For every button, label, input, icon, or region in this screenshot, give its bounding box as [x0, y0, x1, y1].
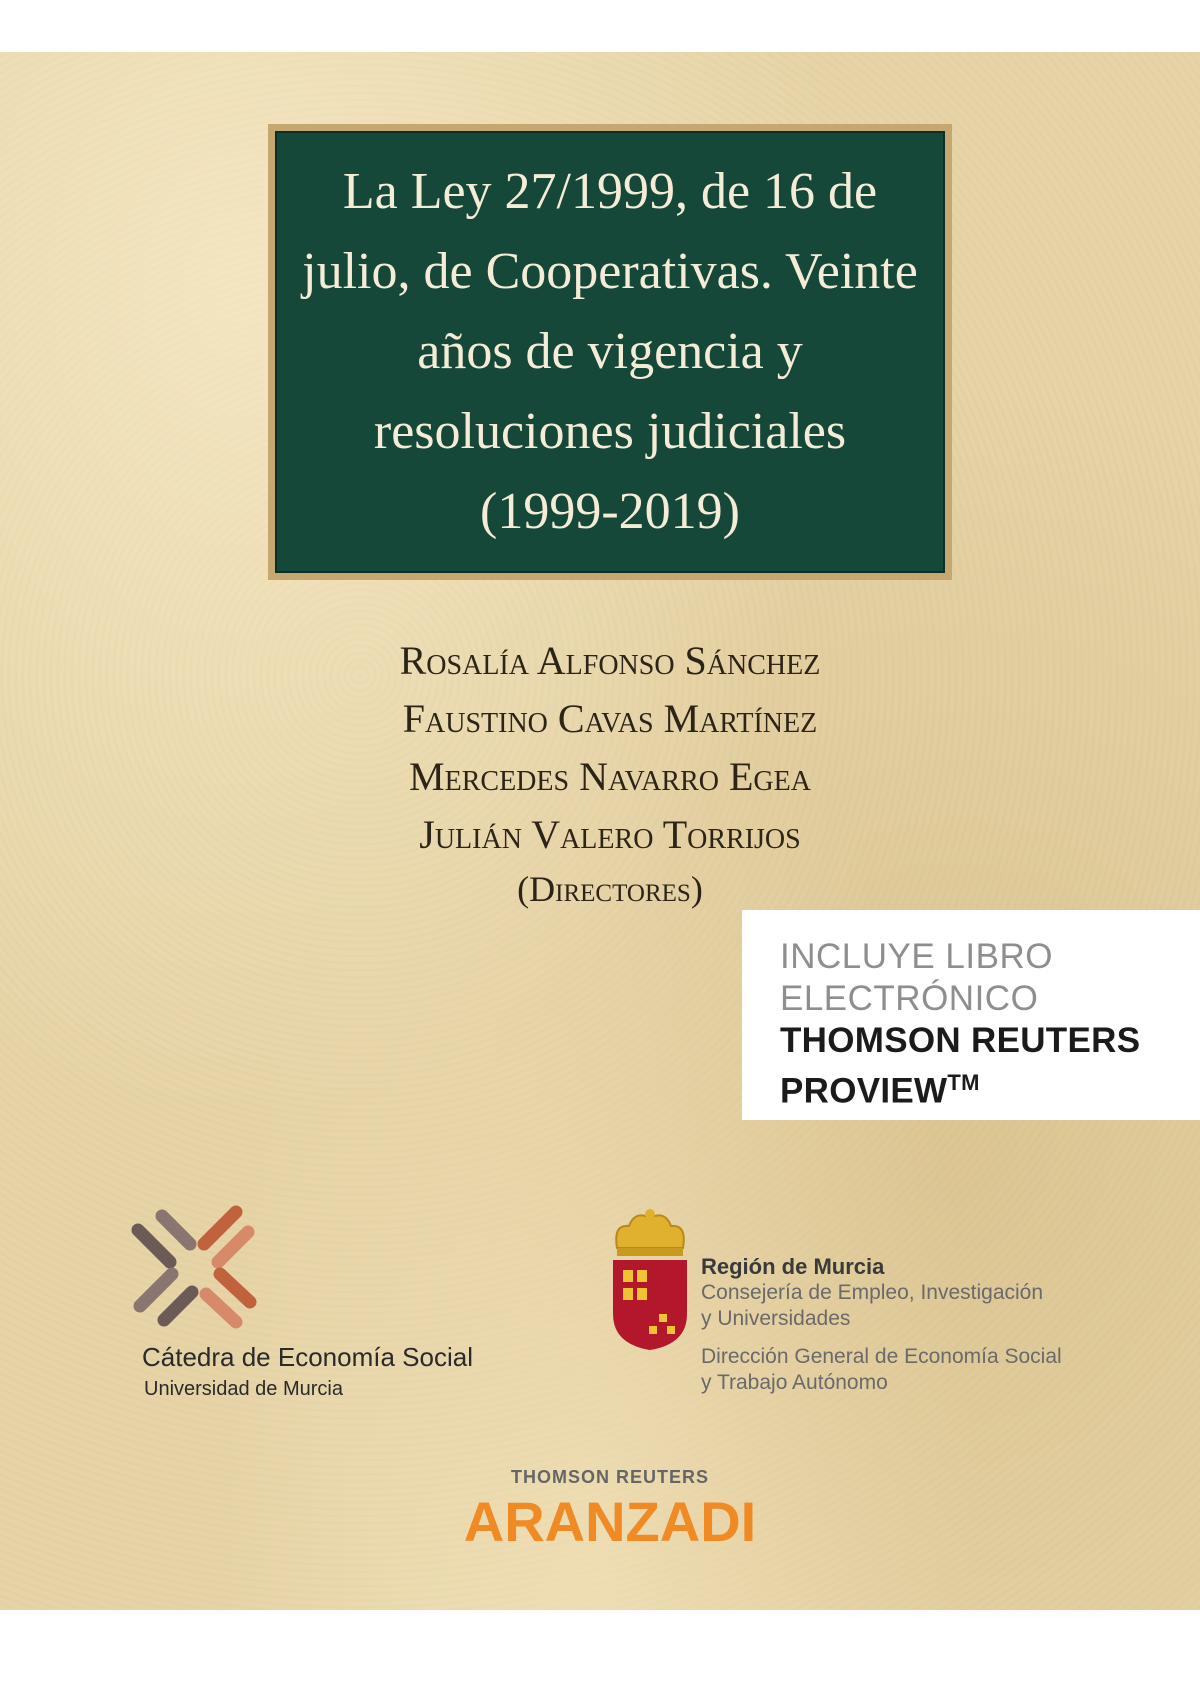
consejeria-line: Consejería de Empleo, Investigación [701, 1281, 1044, 1304]
ebook-badge-brand: THOMSON REUTERS [780, 1021, 1141, 1060]
publisher-name: ARANZADI [463, 1490, 757, 1553]
coat-of-arms-icon [605, 1204, 695, 1354]
catedra-logo [128, 1202, 508, 1402]
author-name: Mercedes Navarro Egea [409, 754, 811, 799]
proview-label: PROVIEW [780, 1071, 948, 1111]
publisher-logo [460, 1467, 760, 1552]
title-panel [275, 131, 945, 573]
catedra-name: Cátedra de Economía Social [142, 1342, 473, 1372]
publisher-parent: THOMSON REUTERS [510, 1467, 709, 1487]
direccion-line: Dirección General de Economía Social [701, 1345, 1062, 1368]
author-name: Julián Valero Torrijos [419, 812, 801, 857]
book-cover [0, 52, 1200, 1610]
author-name: Rosalía Alfonso Sánchez [399, 638, 821, 683]
book-title: La Ley 27/1999, de 16 de julio, de Cooperativas. Veinte años de vigencia y resoluciones judiciales (1999-2019) [302, 163, 918, 540]
author-list [200, 632, 1020, 914]
catedra-university: Universidad de Murcia [144, 1378, 343, 1400]
title-frame [268, 124, 952, 580]
region-murcia-text [701, 1254, 1062, 1396]
region-murcia-logo [605, 1204, 1125, 1404]
region-name: Región de Murcia [701, 1254, 885, 1279]
ebook-badge-product [780, 1062, 1200, 1113]
consejeria-line: y Universidades [701, 1307, 851, 1330]
ebook-badge [742, 910, 1200, 1120]
catedra-mark-icon [128, 1202, 268, 1332]
author-role: (Directores) [517, 869, 703, 909]
trademark-mark: TM [947, 1070, 980, 1095]
author-name: Faustino Cavas Martínez [402, 696, 818, 741]
ebook-badge-line: INCLUYE LIBRO [780, 937, 1053, 976]
direccion-line: y Trabajo Autónomo [701, 1371, 888, 1394]
ebook-badge-line: ELECTRÓNICO [780, 979, 1039, 1018]
